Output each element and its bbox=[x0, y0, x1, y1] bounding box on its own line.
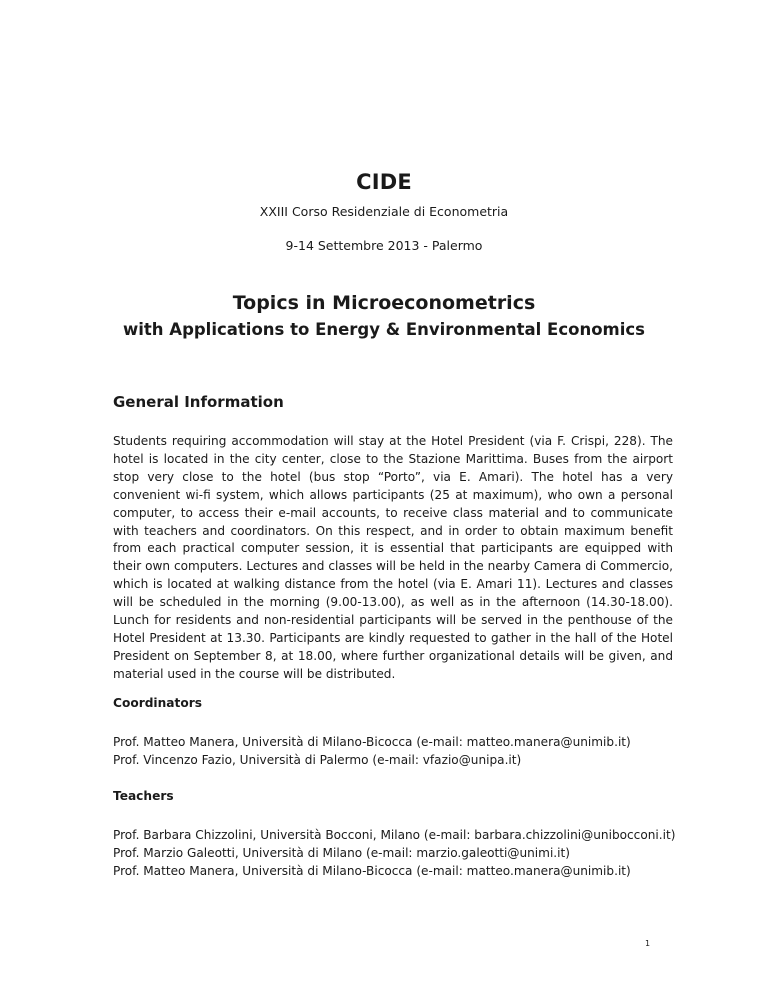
list-item: Prof. Matteo Manera, Università di Milano-Bicocca (e-mail: matteo.manera@unimib.it) bbox=[113, 735, 631, 749]
general-information-body: Students requiring accommodation will stay at the Hotel President (via F. Crispi, 228). The hotel is located in the city center, close to the Stazione Marittima. Buses from the airport stop very close to the hotel (bus stop “Porto”, via E. Amari). The hotel has a very convenient wi-fi system, which allows participants (25 at maximum), who own a personal computer, to access their e-mail accounts, to receive class material and to communicate with teachers and coordinators. On this respect, and in order to obtain maximum benefit from each practical computer session, it is essential that participants are equipped with their own computers. Lectures and classes will be held in the nearby Camera di Commercio, which is located at walking distance from the hotel (via E. Amari 11). Lectures and classes will be scheduled in the morning (9.00-13.00), as well as in the afternoon (14.30-18.00). Lunch for residents and non-residential participants will be served in the penthouse of the Hotel President at 13.30. Participants are kindly requested to gather in the hall of the Hotel President on September 8, at 18.00, where further organizational details will be given, and material used in the course will be distributed. bbox=[113, 434, 673, 681]
list-item: Prof. Vincenzo Fazio, Università di Palermo (e-mail: vfazio@unipa.it) bbox=[113, 753, 522, 767]
list-item: Prof. Marzio Galeotti, Università di Milano (e-mail: marzio.galeotti@unimi.it) bbox=[113, 846, 570, 860]
teachers-list bbox=[113, 826, 675, 880]
course-series-subtitle: XXIII Corso Residenziale di Econometria bbox=[259, 204, 509, 219]
date-location: 9-14 Settembre 2013 - Palermo bbox=[285, 238, 483, 253]
coordinators-list bbox=[113, 733, 631, 769]
coordinators-heading: Coordinators bbox=[113, 696, 202, 710]
list-item: Prof. Barbara Chizzolini, Università Bocconi, Milano (e-mail: barbara.chizzolini@unibocconi.it) bbox=[113, 828, 676, 842]
document-title: CIDE bbox=[356, 170, 412, 194]
list-item: Prof. Matteo Manera, Università di Milano-Bicocca (e-mail: matteo.manera@unimib.it) bbox=[113, 864, 631, 878]
page-number: 1 bbox=[645, 939, 651, 948]
course-subtitle: with Applications to Energy & Environmental Economics bbox=[123, 320, 645, 339]
general-information-heading: General Information bbox=[113, 393, 284, 411]
teachers-heading: Teachers bbox=[113, 789, 174, 803]
course-title: Topics in Microeconometrics bbox=[232, 292, 536, 314]
